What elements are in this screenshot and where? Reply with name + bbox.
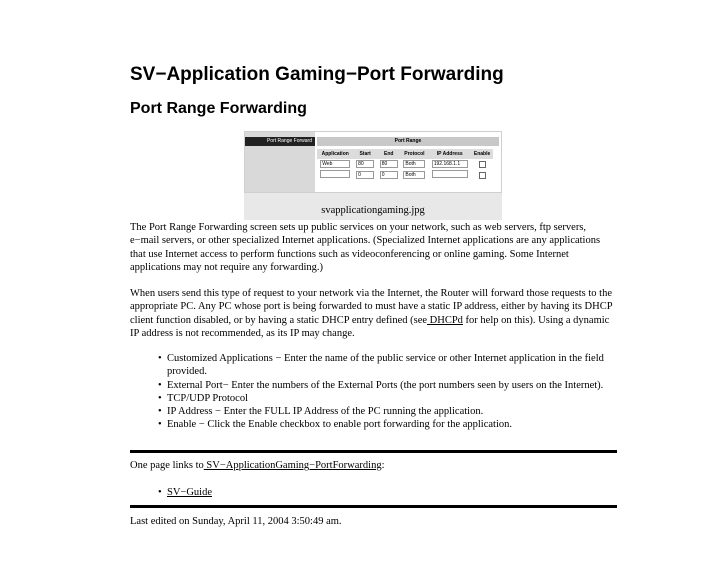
divider: [130, 505, 617, 508]
end-port-field: 0: [380, 171, 398, 179]
paragraph-text: for help on this). Using a dynamic IP address is not recommended, as its IP may change.: [130, 314, 610, 339]
enable-checkbox: [479, 161, 486, 168]
router-screenshot: [244, 131, 502, 193]
divider: [130, 450, 617, 453]
ip-address-field: [432, 170, 468, 178]
last-edited: Last edited on Sunday, April 11, 2004 3:50:49 am.: [130, 516, 342, 527]
start-port-field: 0: [356, 171, 374, 179]
ip-address-field: 192.168.1.1: [432, 160, 468, 168]
backlink[interactable]: SV−ApplicationGaming−PortForwarding: [203, 460, 382, 471]
list-item: • IP Address − Enter the FULL IP Address of the PC running the application.: [158, 405, 617, 418]
header-cell: End: [377, 149, 401, 159]
table-header-row: [317, 149, 493, 159]
header-cell: Protocol: [400, 149, 428, 159]
guide-list-item: [158, 487, 212, 498]
port-range-table: [317, 149, 493, 181]
backlinks-prefix: One page links to: [130, 460, 204, 471]
start-port-field: 80: [356, 160, 374, 168]
list-item: • External Port− Enter the numbers of the External Ports (the port numbers seen by users on the Internet).: [158, 379, 617, 392]
backlinks-line: [130, 460, 385, 471]
screenshot-sidebar-label: Port Range Forward: [245, 137, 315, 146]
sv-guide-link[interactable]: SV−Guide: [167, 487, 213, 498]
header-cell: Start: [353, 149, 377, 159]
protocol-select: Both: [403, 171, 425, 179]
enable-checkbox: [479, 172, 486, 179]
table-row: [317, 159, 493, 169]
field-list: [130, 352, 617, 432]
list-item: • Customized Applications − Enter the name of the public service or other Internet application in the field provided.: [158, 352, 617, 379]
application-field: Web: [320, 160, 350, 168]
list-item: • TCP/UDP Protocol: [158, 392, 617, 405]
header-cell: Enable: [471, 149, 493, 159]
backlinks-suffix: :: [381, 460, 385, 471]
figure-caption: svapplicationgaming.jpg: [321, 205, 425, 216]
end-port-field: 80: [380, 160, 398, 168]
figure: [244, 131, 502, 220]
page-title: SV−Application Gaming−Port Forwarding: [130, 64, 504, 85]
application-field: [320, 170, 350, 178]
screenshot-main: [317, 137, 499, 181]
header-cell: IP Address: [428, 149, 471, 159]
dhcpd-link[interactable]: DHCPd: [427, 314, 463, 326]
list-item: • Enable − Click the Enable checkbox to enable port forwarding for the application.: [158, 418, 617, 431]
protocol-select: Both: [403, 160, 425, 168]
table-row: [317, 169, 493, 181]
screenshot-band: Port Range: [317, 137, 499, 146]
header-cell: Application: [317, 149, 353, 159]
forwarding-paragraph: [130, 287, 617, 340]
screenshot-sidebar: [245, 132, 315, 193]
section-heading: Port Range Forwarding: [130, 100, 307, 117]
paragraph-text: When users send this type of request to your network via the Internet, the Router will forward those requests to the appropriate PC. Any PC whose port is being forwarded to must have a static IP address, either by having its DHCP client function disabled, or by having a static DHCP entry defined (see: [130, 288, 613, 326]
intro-paragraph: The Port Range Forwarding screen sets up public services on your network, such as web servers, ftp servers, e−mail servers, or other specialized Internet applications. (Specialized Internet applications are any applications that use Internet access to perform functions such as videoconferencing or online gaming. Some Internet applications may not require any forwarding.): [130, 222, 601, 273]
